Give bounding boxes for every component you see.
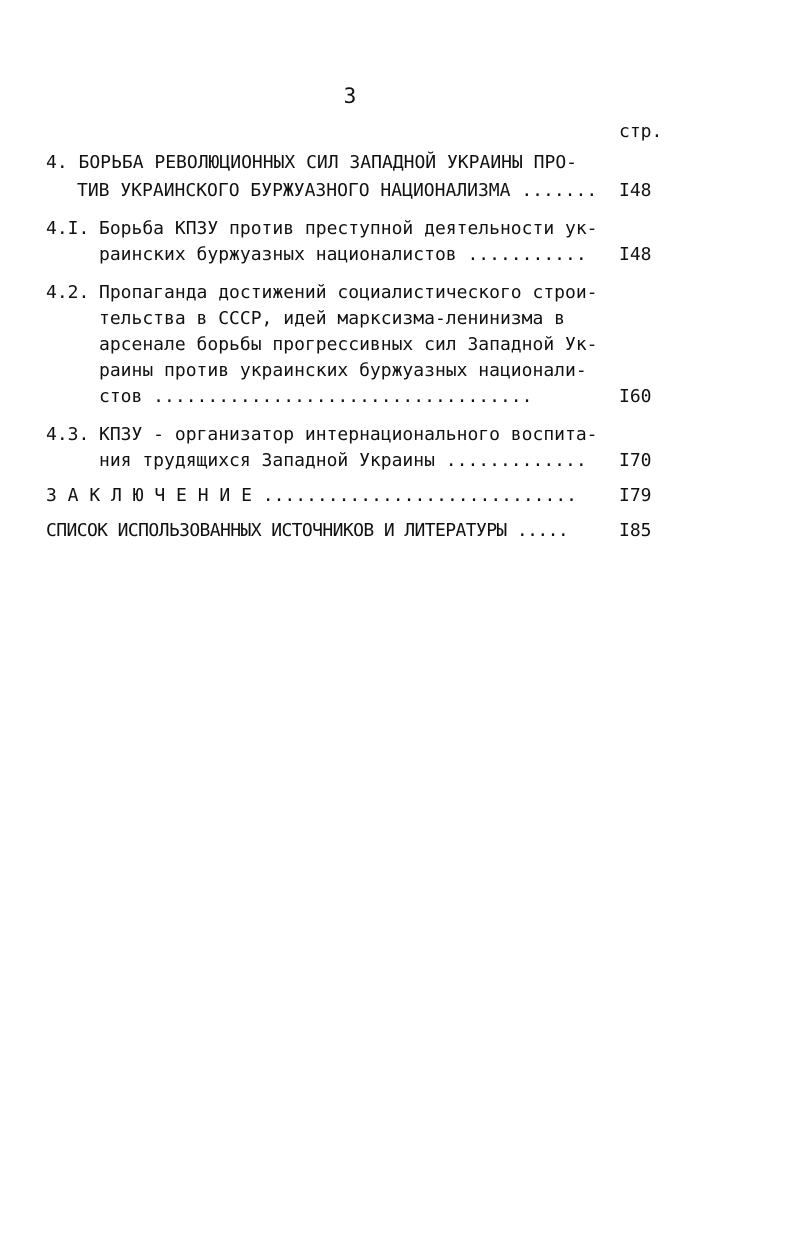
toc-entry-title-line: ТИВ УКРАИНСКОГО БУРЖУАЗНОГО НАЦИОНАЛИЗМА ....... [77, 180, 598, 201]
toc-entry-title-line: 4. БОРЬБА РЕВОЛЮЦИОННЫХ СИЛ ЗАПАДНОЙ УКРАИНЫ ПРО- [46, 152, 578, 173]
toc-entry-title-line: Борьба КПЗУ против преступной деятельности ук- [99, 218, 598, 239]
toc-entry-page: I48 [619, 180, 652, 201]
toc-entry-page: I48 [619, 244, 652, 265]
toc-entry-number: 4.I. [46, 218, 90, 239]
toc-entry-number: 4.2. [46, 282, 90, 303]
page-number: 3 [343, 84, 357, 108]
toc-entry-page: I60 [619, 386, 652, 407]
toc-entry-page: I70 [619, 450, 652, 471]
toc-entry-title-line: СПИСОК ИСПОЛЬЗОВАННЫХ ИСТОЧНИКОВ И ЛИТЕРАТУРЫ ..... [46, 520, 569, 541]
toc-entry-page: I79 [619, 485, 652, 506]
page-column-header: стр. [619, 121, 663, 142]
toc-entry-number: 4.3. [46, 424, 90, 445]
toc-entry-title-line: Пропаганда достижений социалистического строи- [99, 282, 598, 303]
toc-entry-title-line: КПЗУ - организатор интернационального воспита- [99, 424, 598, 445]
toc-entry-title-line: стов ................................... [99, 386, 533, 407]
toc-entry-title-line: раинских буржуазных националистов ........... [99, 244, 587, 265]
toc-entry-title-line: ния трудящихся Западной Украины ............. [99, 450, 587, 471]
toc-entry-page: I85 [619, 520, 652, 541]
toc-entry-title-line: тельства в СССР, идей марксизма-ленинизма в [99, 308, 565, 329]
toc-entry-title-line: арсенале борьбы прогрессивных сил Западной Ук- [99, 334, 598, 355]
toc-entry-title-line: раины против украинских буржуазных национали- [99, 360, 587, 381]
toc-entry-title-line: З А К Л Ю Ч Е Н И Е ............................. [46, 485, 578, 506]
